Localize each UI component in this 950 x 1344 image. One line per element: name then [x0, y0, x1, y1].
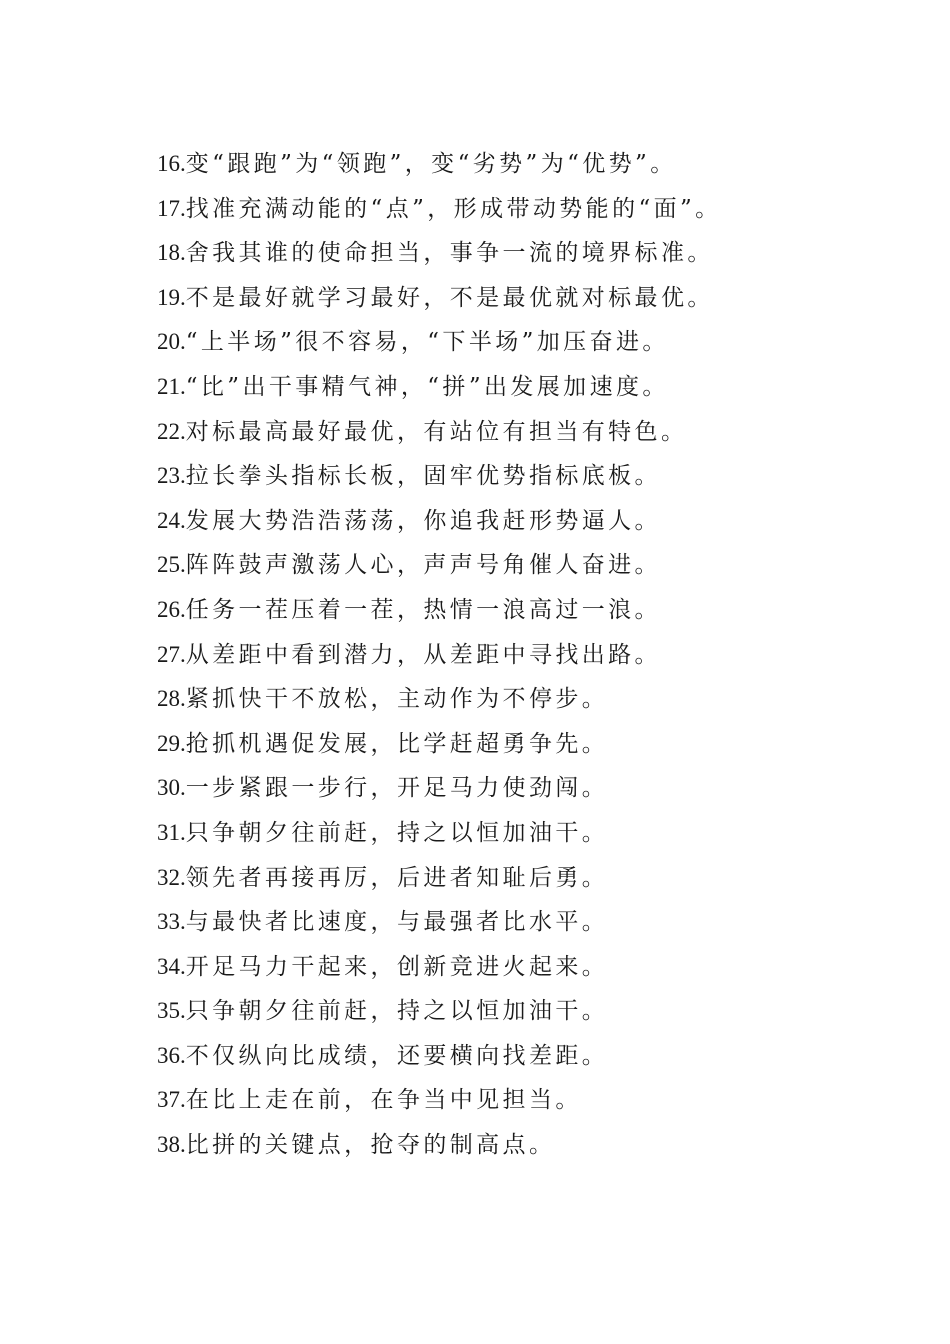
- item-text: “比”出干事精气神，“拼”出发展加速度。: [185, 373, 669, 400]
- item-text: 只争朝夕往前赶，持之以恒加油干。: [185, 998, 609, 1025]
- item-text: 对标最高最好最优，有站位有担当有特色。: [185, 418, 688, 445]
- item-number: 23.: [157, 463, 186, 489]
- item-number: 25.: [157, 552, 186, 578]
- list-item: [157, 856, 722, 901]
- item-number: 38.: [157, 1132, 186, 1158]
- list-item: [157, 989, 722, 1034]
- item-text: 比拼的关键点，抢夺的制高点。: [185, 1132, 556, 1159]
- item-text: 紧抓快干不放松，主动作为不停步。: [185, 686, 609, 713]
- item-number: 36.: [157, 1042, 186, 1068]
- slogan-list: [157, 142, 722, 1168]
- list-item: [157, 945, 722, 990]
- item-number: 34.: [157, 953, 186, 979]
- item-number: 31.: [157, 819, 186, 845]
- item-text: 抢抓机遇促发展，比学赶超勇争先。: [185, 730, 609, 757]
- list-item: [157, 320, 722, 365]
- item-number: 17.: [157, 195, 186, 221]
- list-item: [157, 1034, 722, 1079]
- item-number: 35.: [157, 998, 186, 1024]
- item-number: 30.: [157, 775, 186, 801]
- item-number: 33.: [157, 909, 186, 935]
- item-text: “上半场”很不容易，“下半场”加压奋进。: [185, 329, 669, 356]
- list-item: [157, 499, 722, 544]
- item-text: 发展大势浩浩荡荡，你追我赶形势逼人。: [185, 507, 661, 534]
- list-item: [157, 722, 722, 767]
- item-number: 16.: [157, 151, 186, 176]
- list-item: [157, 543, 722, 588]
- item-text: 在比上走在前，在争当中见担当。: [185, 1087, 582, 1114]
- item-text: 不是最好就学习最好，不是最优就对标最优。: [185, 284, 714, 311]
- item-text: 任务一茬压着一茬，热情一浪高过一浪。: [185, 596, 661, 623]
- item-text: 从差距中看到潜力，从差距中寻找出路。: [185, 641, 661, 668]
- item-number: 19.: [157, 284, 186, 310]
- item-text: 阵阵鼓声激荡人心，声声号角催人奋进。: [185, 552, 661, 579]
- list-item: [157, 187, 722, 232]
- item-text: 变“跟跑”为“领跑”，变“劣势”为“优势”。: [185, 151, 677, 177]
- item-text: 舍我其谁的使命担当，事争一流的境界标准。: [185, 240, 714, 267]
- list-item: [157, 1123, 722, 1168]
- item-number: 28.: [157, 686, 186, 712]
- list-item: [157, 1078, 722, 1123]
- list-item: [157, 677, 722, 722]
- list-item: [157, 633, 722, 678]
- list-item: [157, 454, 722, 499]
- item-text: 一步紧跟一步行，开足马力使劲闯。: [185, 775, 609, 802]
- item-number: 21.: [157, 373, 186, 399]
- list-item: [157, 276, 722, 321]
- item-text: 领先者再接再厉，后进者知耻后勇。: [185, 864, 609, 891]
- list-item: [157, 811, 722, 856]
- list-item: [157, 588, 722, 633]
- list-item: [157, 410, 722, 455]
- item-text: 开足马力干起来，创新竞进火起来。: [185, 953, 609, 980]
- list-item: [157, 142, 722, 187]
- list-item: [157, 900, 722, 945]
- item-number: 32.: [157, 864, 186, 890]
- list-item: [157, 365, 722, 410]
- item-number: 24.: [157, 507, 186, 533]
- item-number: 20.: [157, 329, 186, 355]
- item-text: 拉长拳头指标长板，固牢优势指标底板。: [185, 463, 661, 490]
- item-number: 29.: [157, 730, 186, 756]
- list-item: [157, 766, 722, 811]
- item-number: 22.: [157, 418, 186, 444]
- item-text: 与最快者比速度，与最强者比水平。: [185, 909, 609, 936]
- item-number: 18.: [157, 240, 186, 266]
- item-number: 27.: [157, 641, 186, 667]
- item-text: 不仅纵向比成绩，还要横向找差距。: [185, 1042, 609, 1069]
- item-number: 26.: [157, 596, 186, 622]
- item-text: 只争朝夕往前赶，持之以恒加油干。: [185, 819, 609, 846]
- list-item: [157, 231, 722, 276]
- item-number: 37.: [157, 1087, 186, 1113]
- item-text: 找准充满动能的“点”，形成带动势能的“面”。: [185, 195, 722, 222]
